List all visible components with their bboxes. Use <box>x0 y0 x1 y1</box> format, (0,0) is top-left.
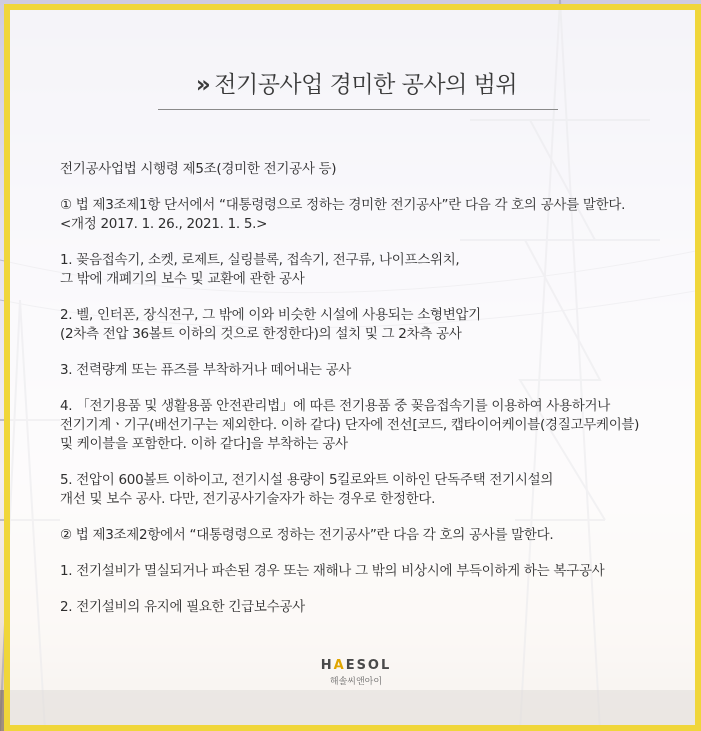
paragraph-2: ② 법 제3조제2항에서 “대통령령으로 정하는 전기공사”란 다음 각 호의 공사를 말한다. <box>60 527 554 543</box>
title-text: 전기공사업 경미한 공사의 범위 <box>214 72 518 98</box>
company-logo <box>320 658 392 687</box>
page-title <box>10 66 701 99</box>
list-item: 2. 벨, 인터폰, 장식전구, 그 밖에 이와 비슷한 시설에 사용되는 소형변압기 (2차측 전압 36볼트 이하의 것으로 한정한다)의 설치 및 그 2차측 공사 <box>60 307 481 342</box>
list-item: 1. 꽂음접속기, 소켓, 로제트, 실링블록, 접속기, 전구류, 나이프스위치, 그 밖에 개폐기의 보수 및 교환에 관한 공사 <box>60 252 460 287</box>
title-mark: » <box>195 72 211 98</box>
list-item: 5. 전압이 600볼트 이하이고, 전기시설 용량이 5킬로와트 이하인 단독주택 전기시설의 개선 및 보수 공사. 다만, 전기공사기술자가 하는 경우로 한정한다. <box>60 472 554 507</box>
list-item: 3. 전력량계 또는 퓨즈를 부착하거나 떼어내는 공사 <box>60 362 352 378</box>
law-text <box>60 160 670 634</box>
list-item: 4. 「전기용품 및 생활용품 안전관리법」에 따른 전기용품 중 꽂음접속기를 이용하여 사용하거나 전기기계ㆍ기구(배선기구는 제외한다. 이하 같다) 단자에 전선[코드, 캡타이어케이블(경질고무케이블) 및 케이블을 포함한다. 이하 같다]을 부착하는 공사 <box>60 398 640 452</box>
section-heading: 전기공사업법 시행령 제5조(경미한 전기공사 등) <box>60 161 337 177</box>
logo-wordmark: HAESOL <box>320 658 392 673</box>
content-frame <box>4 4 701 731</box>
list-item: 1. 전기설비가 멸실되거나 파손된 경우 또는 재해나 그 밖의 비상시에 부득이하게 하는 복구공사 <box>60 563 605 579</box>
logo-subtitle: 해솔씨앤아이 <box>329 677 383 687</box>
title-divider <box>158 109 558 110</box>
paragraph-1: ① 법 제3조제1항 단서에서 “대통령령으로 정하는 경미한 전기공사”란 다음 각 호의 공사를 말한다. <개정 2017. 1. 26., 2021. 1. 5.> <box>60 197 626 232</box>
list-item: 2. 전기설비의 유지에 필요한 긴급보수공사 <box>60 599 305 615</box>
